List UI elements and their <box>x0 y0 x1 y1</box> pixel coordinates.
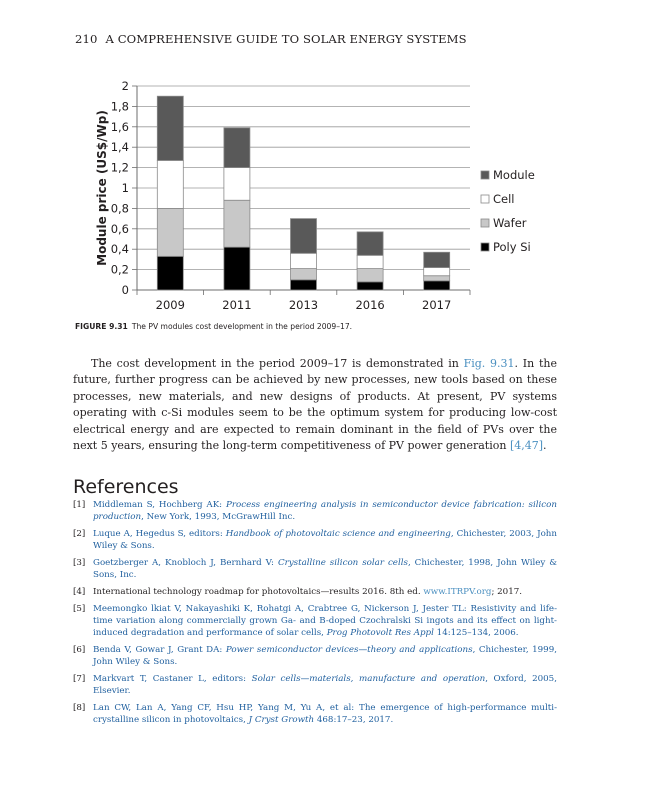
reference-tail[interactable]: 14:125–134, 2006. <box>433 627 519 638</box>
reference-title[interactable]: Crystalline silicon solar cells <box>277 558 408 568</box>
legend-swatch <box>481 219 489 227</box>
reference-title[interactable]: Handbook of photovoltaic science and engineering <box>225 529 451 539</box>
reference-number: [1] <box>73 500 86 510</box>
body-text-part: . <box>543 439 547 453</box>
stacked-bar-chart <box>0 0 647 320</box>
reference-item <box>73 558 557 581</box>
x-tick-label: 2011 <box>222 298 252 312</box>
bar-segment-poly-si <box>424 281 450 290</box>
y-tick-label: 0,2 <box>110 262 129 277</box>
reference-list <box>73 500 557 732</box>
bar-segment-module <box>157 96 183 160</box>
reference-tail[interactable]: , New York, 1993, McGrawHill Inc. <box>141 511 296 522</box>
legend-label: Module <box>493 168 535 182</box>
y-tick-label: 1,6 <box>110 119 129 134</box>
reference-title[interactable]: Prog Photovolt Res Appl <box>326 627 434 638</box>
y-tick-label: 2 <box>121 79 129 93</box>
legend-label: Poly Si <box>493 240 531 254</box>
reference-item <box>73 500 557 523</box>
bar-segment-poly-si <box>291 280 317 290</box>
figure-caption-text: The PV modules cost development in the period 2009–17. <box>131 322 353 331</box>
reference-tail[interactable]: , Chichester, 1999, John Wiley & Sons. <box>93 645 557 667</box>
legend-swatch <box>481 195 489 203</box>
reference-tail[interactable]: , Oxford, 2005, Elsevier. <box>93 674 557 696</box>
body-text-part: . In the future, further progress can be achieved by new processes, new tools based on these processes, new materials, and new designs of products. At present, PV systems operating with c-Si modules seem to be the optimum system for producing low-cost electrical energy and are expected to remain dominant in the field of PVs over the next 5 years, ensuring the long-term competitiveness of PV power generation <box>73 357 557 453</box>
figure-caption <box>75 322 352 331</box>
reference-item <box>73 529 557 552</box>
x-tick-label: 2017 <box>422 298 452 312</box>
references-heading: References <box>73 476 179 498</box>
reference-authors[interactable]: Markvart T, Castaner L, editors: <box>93 674 252 684</box>
body-text-part: The cost development in the period 2009–17 is demonstrated in <box>91 357 464 370</box>
bar-segment-module <box>424 252 450 267</box>
y-tick-label: 1 <box>121 181 129 195</box>
reference-authors[interactable]: Luque A, Hegedus S, editors: <box>93 529 226 539</box>
bar-segment-cell <box>357 255 383 268</box>
y-tick-label: 0,8 <box>110 201 129 216</box>
reference-number: [6] <box>73 645 86 655</box>
y-tick-label: 1,8 <box>110 99 129 114</box>
bar-segment-poly-si <box>357 282 383 290</box>
y-tick-label: 0,4 <box>110 242 129 257</box>
reference-tail[interactable]: , Chichester, 2003, John Wiley & Sons. <box>93 529 557 551</box>
reference-number: [8] <box>73 703 86 713</box>
y-tick-label: 0 <box>121 283 129 297</box>
reference-url-link[interactable]: www.ITRPV.org <box>423 587 492 597</box>
reference-item <box>73 604 557 639</box>
bar-segment-wafer <box>424 276 450 281</box>
reference-title[interactable]: Process engineering analysis in semiconductor device fabrication: silicon production <box>93 500 557 522</box>
reference-number: [2] <box>73 529 86 539</box>
figure-label: FIGURE 9.31 <box>75 322 128 331</box>
reference-authors[interactable]: Lan CW, Lan A, Yang CF, Hsu HP, Yang M, Yu A, et al: The emergence of high-performance multi-crystalline silicon in photovoltaics, <box>93 703 557 725</box>
bar-segment-module <box>291 219 317 254</box>
bar-segment-cell <box>157 160 183 208</box>
bar-segment-module <box>357 232 383 255</box>
book-title: A COMPREHENSIVE GUIDE TO SOLAR ENERGY SYSTEMS <box>105 32 467 46</box>
reference-authors[interactable]: Meemongko lkiat V, Nakayashiki K, Rohatgi A, Crabtree G, Nickerson J, Jester TL: Resistivity and life-time variation along commercially grown Ga- and B-doped Czochralski Si ingots and its effect on light-induced degradation and performance of solar cells, <box>93 604 557 638</box>
x-tick-label: 2013 <box>288 298 319 312</box>
page-number: 210 <box>75 32 98 46</box>
y-tick-label: 0,6 <box>110 221 129 236</box>
x-tick-label: 2009 <box>155 298 185 312</box>
bar-segment-poly-si <box>157 256 183 290</box>
bar-segment-wafer <box>291 269 317 280</box>
bar-segment-cell <box>291 253 317 268</box>
reference-item <box>73 587 557 599</box>
reference-item <box>73 674 557 697</box>
y-axis-label: Module price (US$/Wp) <box>95 110 109 266</box>
reference-tail[interactable]: , Chichester, 1998, John Wiley & Sons, Inc. <box>93 558 558 580</box>
legend-label: Wafer <box>493 216 527 230</box>
bar-segment-poly-si <box>224 247 250 290</box>
y-tick-label: 1,4 <box>110 140 129 155</box>
figure-link[interactable]: Fig. 9.31 <box>463 357 515 370</box>
x-tick-label: 2016 <box>355 298 385 312</box>
body-paragraph <box>73 356 557 454</box>
reference-authors[interactable]: Middleman S, Hochberg AK: <box>93 500 226 510</box>
bar-segment-cell <box>224 168 250 201</box>
citation-link[interactable]: [4,47] <box>509 439 544 453</box>
bar-segment-cell <box>424 268 450 276</box>
legend-swatch <box>481 171 489 179</box>
bar-segment-wafer <box>224 200 250 247</box>
reference-item <box>73 703 557 726</box>
bar-segment-wafer <box>157 208 183 256</box>
reference-title[interactable]: Power semiconductor devices—theory and applications <box>225 645 473 655</box>
legend-label: Cell <box>493 192 515 206</box>
reference-authors[interactable]: Benda V, Gowar J, Grant DA: <box>93 645 226 655</box>
bar-segment-module <box>224 128 250 168</box>
reference-title[interactable]: J Cryst Growth <box>248 714 315 725</box>
bar-segment-wafer <box>357 269 383 282</box>
reference-tail: ; 2017. <box>491 587 523 597</box>
reference-authors[interactable]: Goetzberger A, Knobloch J, Bernhard V: <box>93 558 278 568</box>
reference-title[interactable]: Solar cells—materials, manufacture and operation <box>251 674 486 684</box>
reference-tail[interactable]: 468:17–23, 2017. <box>314 714 394 725</box>
reference-text: International technology roadmap for photovoltaics—results 2016. 8th ed. <box>93 587 424 597</box>
reference-number: [7] <box>73 674 86 684</box>
reference-number: [5] <box>73 604 86 615</box>
legend-swatch <box>481 243 489 251</box>
reference-item <box>73 645 557 668</box>
y-tick-label: 1,2 <box>110 160 129 175</box>
reference-number: [3] <box>73 558 86 568</box>
reference-number: [4] <box>73 587 86 597</box>
